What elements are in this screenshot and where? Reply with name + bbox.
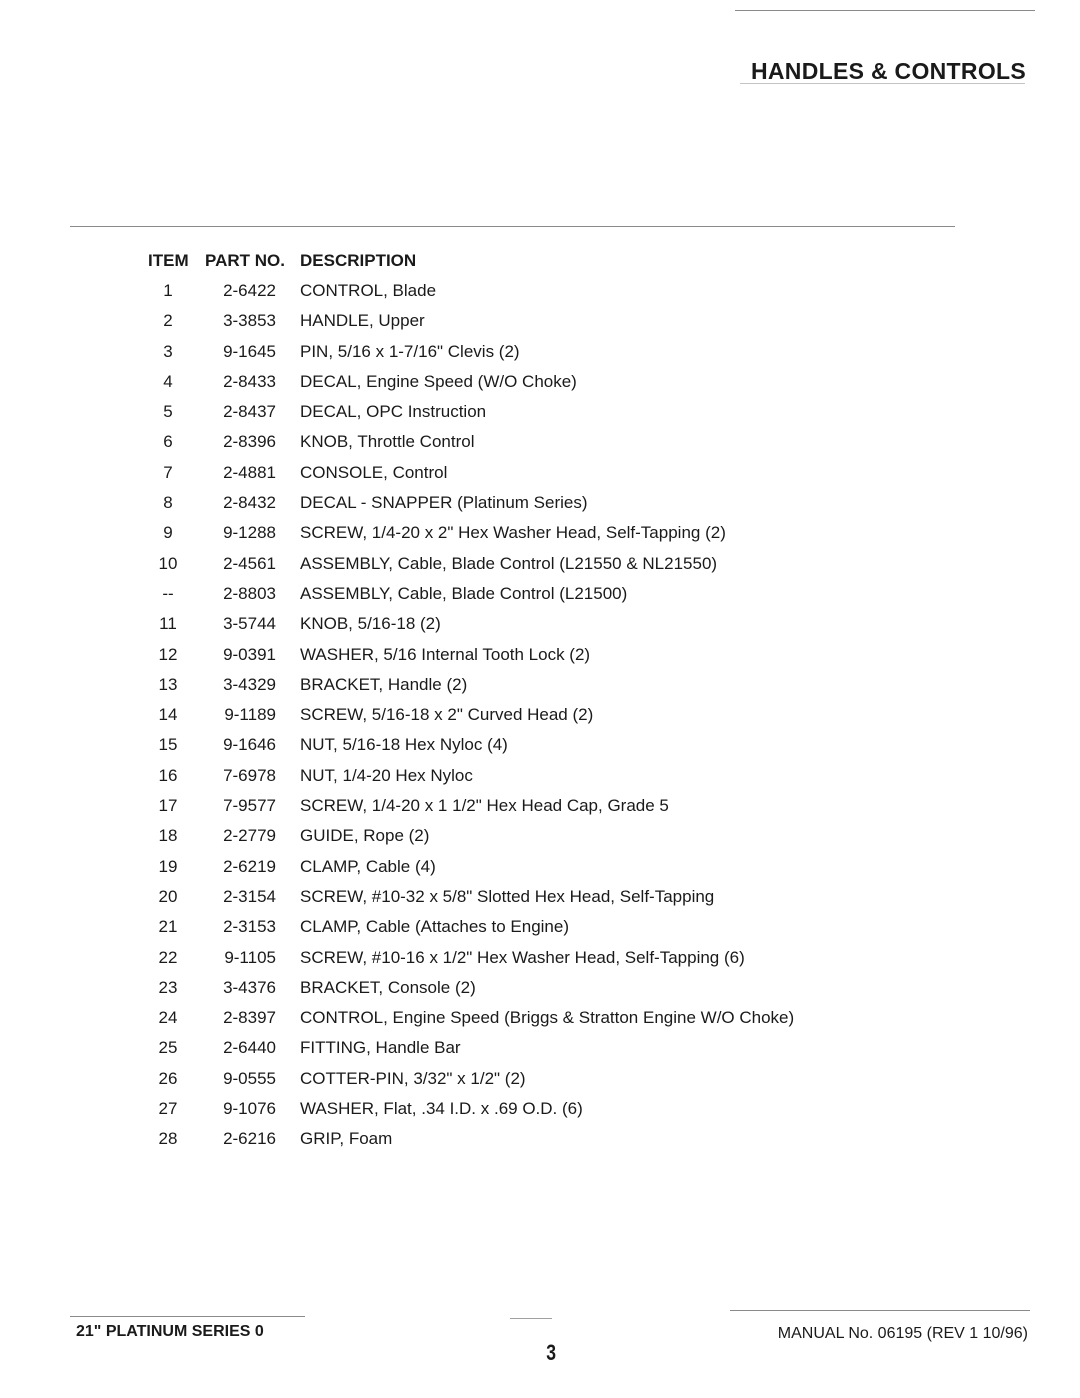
table-divider <box>70 226 955 227</box>
table-row <box>0 281 1080 311</box>
item-number: 6 <box>163 432 173 452</box>
part-number: 9-1189 <box>224 705 276 725</box>
part-description: WASHER, 5/16 Internal Tooth Lock (2) <box>300 644 591 664</box>
table-row <box>0 645 1080 675</box>
footer-series: 21" PLATINUM SERIES 0 <box>76 1323 264 1340</box>
page-number: 3 <box>546 1340 557 1365</box>
part-number: 2-2779 <box>223 826 276 846</box>
part-description: NUT, 1/4-20 Hex Nyloc <box>300 765 473 785</box>
item-number: 15 <box>158 735 178 755</box>
table-row <box>0 766 1080 796</box>
part-description: DECAL - SNAPPER (Platinum Series) <box>300 493 588 513</box>
item-number: 18 <box>158 826 178 846</box>
item-number: 21 <box>158 917 178 937</box>
part-description: CONTROL, Blade <box>300 281 437 300</box>
table-row <box>0 493 1080 523</box>
item-number: 2 <box>163 311 173 331</box>
table-row <box>0 735 1080 765</box>
table-row <box>0 1069 1080 1099</box>
footer-manual-number: MANUAL No. 06195 (REV 1 10/96) <box>777 1325 1028 1342</box>
header-item: ITEM <box>148 251 189 270</box>
table-row <box>0 554 1080 584</box>
part-number: 9-1288 <box>223 523 276 543</box>
part-description: BRACKET, Console (2) <box>300 977 476 997</box>
item-number: 8 <box>163 493 173 513</box>
item-number: 23 <box>158 977 178 997</box>
item-number: 25 <box>158 1038 178 1058</box>
part-description: ASSEMBLY, Cable, Blade Control (L21550 & NL21550) <box>300 553 718 573</box>
item-number: 22 <box>158 947 178 967</box>
table-row <box>0 342 1080 372</box>
item-number: 5 <box>163 402 173 422</box>
item-number: 16 <box>158 765 178 785</box>
part-number: 3-5744 <box>223 614 276 634</box>
table-row <box>0 675 1080 705</box>
part-number: 3-4329 <box>223 674 276 694</box>
item-number: 10 <box>158 553 178 573</box>
item-number: 20 <box>158 886 178 906</box>
part-description: CLAMP, Cable (Attaches to Engine) <box>300 917 569 937</box>
part-number: 2-4881 <box>223 462 276 482</box>
item-number: 12 <box>158 644 178 664</box>
part-description: FITTING, Handle Bar <box>300 1038 461 1058</box>
part-number: 2-6216 <box>223 1129 276 1149</box>
footer-left-rule <box>70 1316 305 1317</box>
part-description: BRACKET, Handle (2) <box>300 674 468 694</box>
table-row <box>0 948 1080 978</box>
part-description: SCREW, 5/16-18 x 2" Curved Head (2) <box>300 705 594 725</box>
part-number: 2-8396 <box>223 432 276 452</box>
part-description: PIN, 5/16 x 1-7/16" Clevis (2) <box>300 341 520 361</box>
part-number: 2-6219 <box>223 856 276 876</box>
table-row <box>0 826 1080 856</box>
part-description: ASSEMBLY, Cable, Blade Control (L21500) <box>300 583 628 603</box>
table-row <box>0 917 1080 947</box>
part-number: 2-3154 <box>223 886 276 906</box>
part-number: 2-8433 <box>223 371 276 391</box>
part-description: DECAL, OPC Instruction <box>300 402 487 422</box>
part-description: GUIDE, Rope (2) <box>300 826 430 846</box>
table-row <box>0 523 1080 553</box>
part-description: NUT, 5/16-18 Hex Nyloc (4) <box>300 735 508 755</box>
part-number: 9-1646 <box>223 735 276 755</box>
page-title: HANDLES & CONTROLS <box>750 58 1026 84</box>
part-description: WASHER, Flat, .34 I.D. x .69 O.D. (6) <box>300 1099 583 1119</box>
item-number: 7 <box>163 462 173 482</box>
table-row <box>0 705 1080 735</box>
item-number: 3 <box>163 341 173 361</box>
part-description: COTTER-PIN, 3/32" x 1/2" (2) <box>300 1068 526 1088</box>
part-description: CLAMP, Cable (4) <box>300 856 436 876</box>
table-row <box>0 857 1080 887</box>
part-description: DECAL, Engine Speed (W/O Choke) <box>300 371 577 391</box>
item-number: 11 <box>159 614 177 634</box>
part-number: 2-4561 <box>223 553 276 573</box>
part-description: GRIP, Foam <box>300 1129 393 1149</box>
part-description: SCREW, #10-32 x 5/8" Slotted Hex Head, Self-Tapping <box>300 886 715 906</box>
table-row <box>0 1099 1080 1129</box>
item-number: 4 <box>163 371 173 391</box>
table-row <box>0 1008 1080 1038</box>
part-number: 9-1645 <box>223 341 276 361</box>
part-number: 9-0391 <box>223 644 276 664</box>
table-row <box>0 402 1080 432</box>
table-row <box>0 1129 1080 1159</box>
part-description: HANDLE, Upper <box>300 311 425 331</box>
part-number: 9-0555 <box>223 1068 276 1088</box>
table-row <box>0 614 1080 644</box>
part-number: 2-8432 <box>223 493 276 513</box>
item-number: 24 <box>158 1008 178 1028</box>
item-number: 19 <box>158 856 178 876</box>
table-row <box>0 978 1080 1008</box>
parts-list <box>0 281 1080 1160</box>
part-description: CONTROL, Engine Speed (Briggs & Stratton Engine W/O Choke) <box>300 1008 795 1028</box>
table-row <box>0 1038 1080 1068</box>
item-number: 26 <box>158 1068 178 1088</box>
part-description: KNOB, 5/16-18 (2) <box>300 614 441 634</box>
table-row <box>0 311 1080 341</box>
table-row <box>0 372 1080 402</box>
part-number: 9-1076 <box>223 1099 276 1119</box>
item-number: 14 <box>158 705 178 725</box>
header-part-no: PART NO. <box>205 251 285 270</box>
item-number: 13 <box>158 674 178 694</box>
table-row <box>0 887 1080 917</box>
item-number: 9 <box>163 523 173 543</box>
part-number: 2-8397 <box>223 1008 276 1028</box>
part-number: 9-1105 <box>224 947 276 967</box>
part-description: SCREW, 1/4-20 x 1 1/2" Hex Head Cap, Grade 5 <box>300 796 669 816</box>
item-number: 1 <box>163 281 173 300</box>
footer-center-rule <box>510 1318 552 1319</box>
item-number: 28 <box>158 1129 178 1149</box>
item-number: 17 <box>158 796 178 816</box>
part-number: 3-4376 <box>223 977 276 997</box>
part-description: KNOB, Throttle Control <box>300 432 475 452</box>
table-row <box>0 796 1080 826</box>
part-number: 2-6440 <box>223 1038 276 1058</box>
top-rule <box>735 10 1035 11</box>
part-description: CONSOLE, Control <box>300 462 448 482</box>
table-row <box>0 584 1080 614</box>
part-number: 2-3153 <box>223 917 276 937</box>
table-row <box>0 432 1080 462</box>
part-number: 7-6978 <box>223 765 276 785</box>
item-number: 27 <box>158 1099 178 1119</box>
part-description: SCREW, 1/4-20 x 2" Hex Washer Head, Self-Tapping (2) <box>300 523 726 543</box>
part-number: 2-8803 <box>223 583 276 603</box>
part-number: 7-9577 <box>223 796 276 816</box>
item-number: -- <box>162 583 174 603</box>
part-number: 3-3853 <box>223 311 276 331</box>
part-number: 2-8437 <box>223 402 276 422</box>
footer-right-rule <box>730 1310 1030 1311</box>
part-description: SCREW, #10-16 x 1/2" Hex Washer Head, Self-Tapping (6) <box>300 947 745 967</box>
part-number: 2-6422 <box>223 281 276 300</box>
table-row <box>0 463 1080 493</box>
header-description: DESCRIPTION <box>300 251 417 270</box>
